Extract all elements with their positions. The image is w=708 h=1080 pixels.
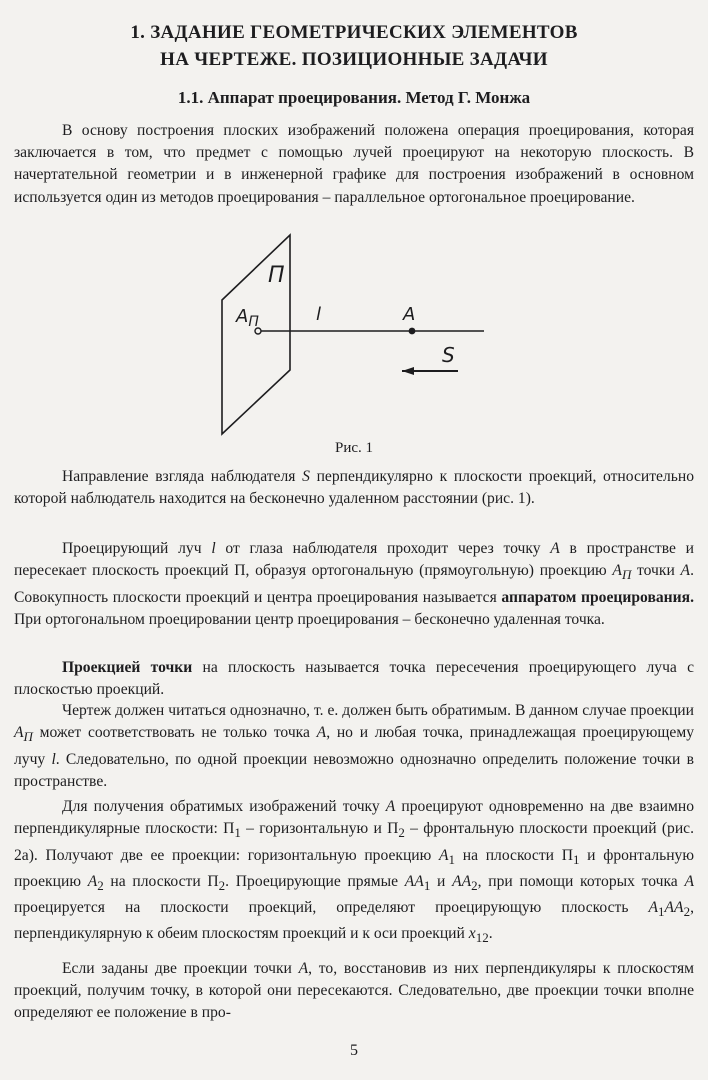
plane-label: П	[268, 263, 285, 288]
chapter-title-line-1: 1. ЗАДАНИЕ ГЕОМЕТРИЧЕСКИХ ЭЛЕМЕНТОВ	[130, 22, 578, 43]
ray-label: l	[316, 304, 322, 325]
paragraph-point-projection: Проекцией точки на плоскость называется точка пересечения проецирующего луча с плоскостью проекций.	[14, 659, 695, 699]
figure-caption: Рис. 1	[334, 440, 374, 456]
paragraph-intro: В основу построения плоских изображений положена операция проецирования, которая заключается в том, что предмет с помощью лучей проецируют на некоторую плоскость. В начертательной геометрии и в инженерной графике для построения изображений в основном используется один из методов проецирования – параллельное ортогональное проецирование.	[14, 122, 694, 206]
paragraph-two-projections: Если заданы две проекции точки A, то, восстановив из них перпендикуляры к плоскостям проекций, получим точку, в которой они пересекаются. Следовательно, две проекции точки вполне определяют ее положение в про-	[14, 960, 694, 1022]
paragraph-direction: Направление взгляда наблюдателя S перпендикулярно к плоскости проекций, относительно которой наблюдатель находится на бесконечно удаленном расстоянии (рис. 1).	[14, 468, 694, 508]
point-a	[409, 328, 416, 335]
paragraph-reversibility: Чертеж должен читаться однозначно, т. е. должен быть обратимым. В данном случае проекции $A_П$ может соответствовать не только точка A, но и любая точка, принадлежащая проецирующему лучу l. Следовательно, по одной проекции невозможно однозначно определить положение точки в пространстве.	[14, 702, 694, 790]
chapter-title-line-2: НА ЧЕРТЕЖЕ. ПОЗИЦИОННЫЕ ЗАДАЧИ	[160, 49, 548, 70]
proj-label: $A_П$	[236, 306, 259, 330]
arrow-head-icon	[402, 367, 414, 375]
paragraph-two-planes: Для получения обратимых изображений точку A проецируют одновременно на две взаимно перпендикулярные плоскости: $П_1$ – горизонтальную и $П_2$ – фронтальную плоскости проекций (рис. 2а). Получают две ее проекции: горизонтальную проекцию $A_1$ на плоскости $П_1$ и фронтальную проекцию $A_2$ на плоскости $П_2$. Проецирующие прямые $AA_1$ и $AA_2$, при помощи которых точка A проецируется на плоскости проекций, определяют проецирующую плоскость $A_1AA_2$, перпендикулярную к обеим плоскостям проекций и к оси проекций $x_{12}$.	[14, 798, 695, 946]
page-number: 5	[350, 1042, 358, 1059]
section-title: 1.1. Аппарат проецирования. Метод Г. Монжа	[177, 88, 531, 107]
paragraph-projecting-ray: Проецирующий луч l от глаза наблюдателя проходит через точку A в пространстве и пересекает плоскость проекций П, образуя ортогональную (прямоугольную) проекцию $A_П$ точки A. Совокупность плоскости проекций и центра проецирования называется аппаратом проецирования. При ортогональном проецировании центр проецирования – бесконечно удаленная точка.	[14, 540, 694, 628]
point-label: A	[403, 304, 416, 325]
direction-label: S	[442, 343, 455, 367]
